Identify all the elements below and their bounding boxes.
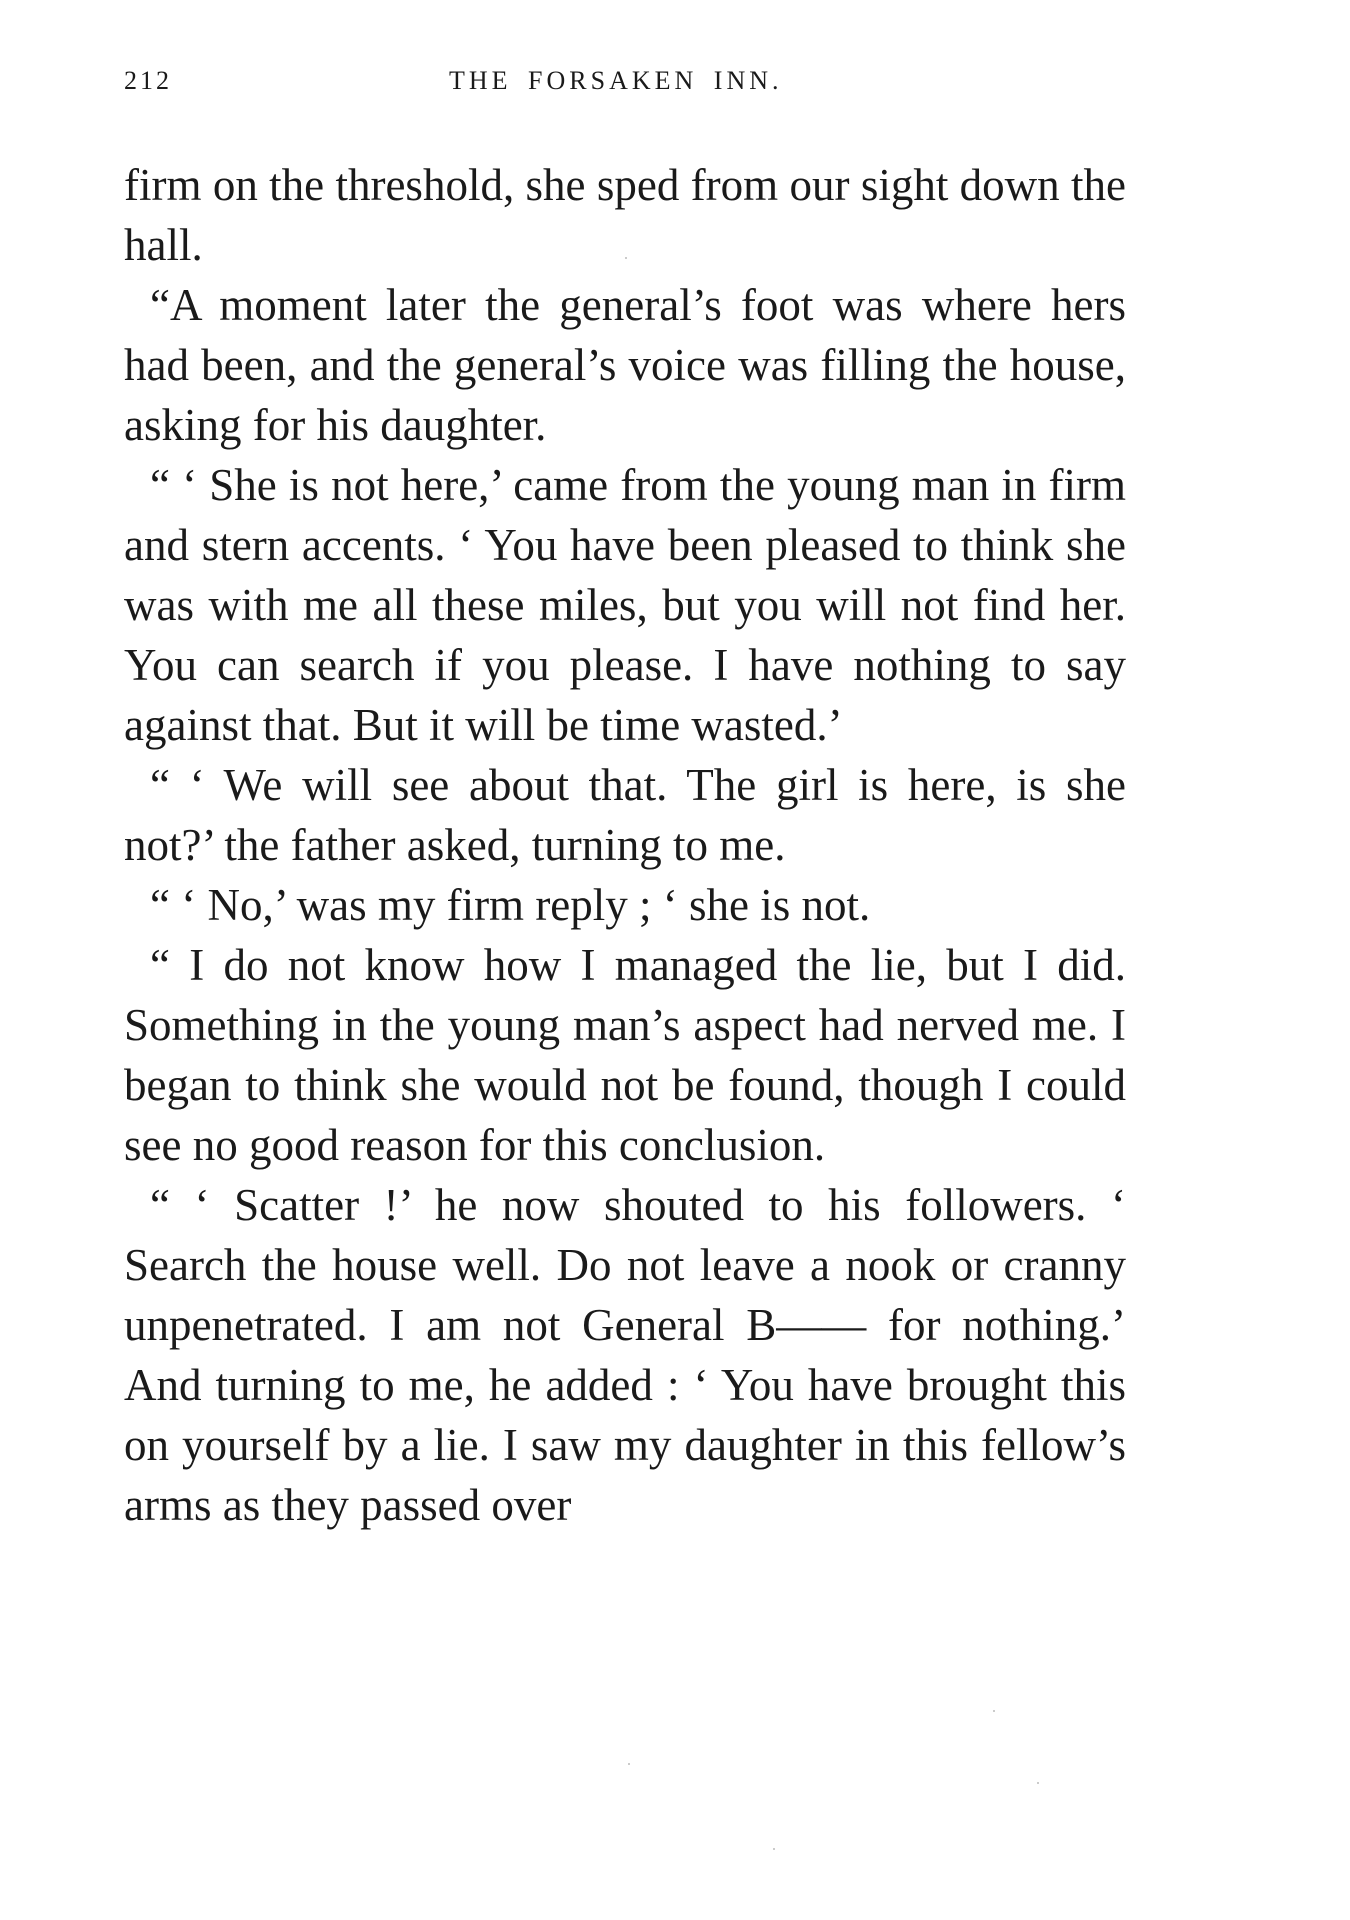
paper-speck bbox=[625, 257, 627, 259]
running-head bbox=[124, 66, 1124, 106]
running-title: THE FORSAKEN INN. bbox=[449, 66, 783, 95]
paragraph-2: “A moment later the general’s foot was where hers had been, and the general’s voice was filling the house, asking for his daughter. bbox=[124, 280, 1126, 450]
paper-speck bbox=[1037, 1782, 1039, 1784]
paragraph-3: “ ‘ She is not here,’ came from the young man in firm and stern accents. ‘ You have been pleased to think she was with me all these miles, but you will not find her. You can search if you please. I have nothing to say against that. But it will be time wasted.’ bbox=[124, 460, 1126, 750]
paragraph-5: “ ‘ No,’ was my firm reply ; ‘ she is not. bbox=[150, 880, 871, 930]
paragraph-1: firm on the threshold, she sped from our sight down the hall. bbox=[124, 160, 1126, 270]
paper-speck bbox=[993, 1710, 995, 1712]
paper-speck bbox=[773, 1848, 775, 1850]
paragraph-7: “ ‘ Scatter !’ he now shouted to his followers. ‘ Search the house well. Do not leave a nook or cranny unpenetrated. I am not General B—— for nothing.’ And turning to me, he added : ‘ You have brought this on yourself by a lie. I saw my daughter in this fellow’s arms as they passed over bbox=[124, 1180, 1126, 1530]
paragraph-4: “ ‘ We will see about that. The girl is here, is she not?’ the father asked, turning to me. bbox=[124, 760, 1126, 870]
body-text bbox=[124, 155, 1126, 1535]
paper-speck bbox=[628, 1763, 630, 1765]
paragraph-6: “ I do not know how I managed the lie, but I did. Something in the young man’s aspect had nerved me. I began to think she would not be found, though I could see no good reason for this conclusion. bbox=[124, 940, 1126, 1170]
page-number: 212 bbox=[124, 66, 172, 95]
